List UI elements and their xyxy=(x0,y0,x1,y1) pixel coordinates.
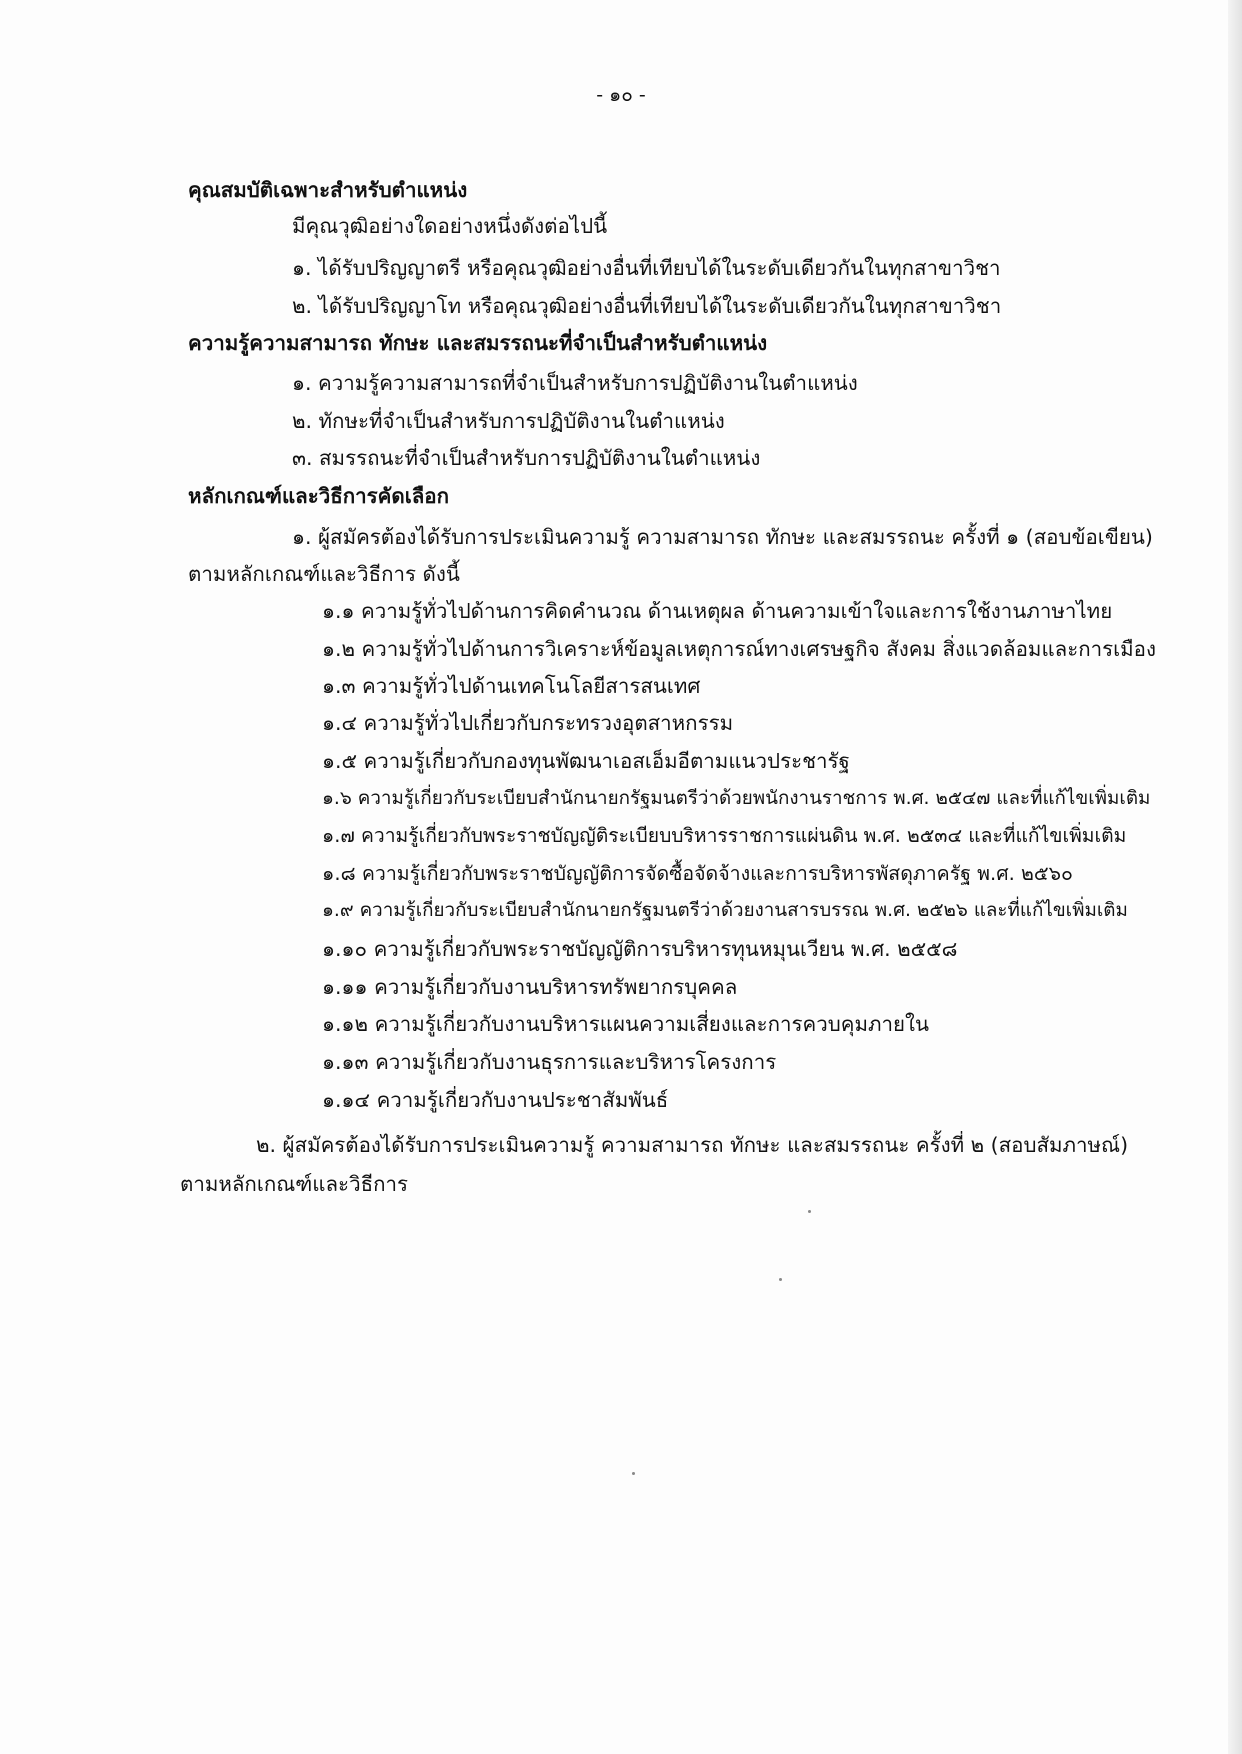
selection-subitem: ๑.๓ ความรู้ทั่วไปด้านเทคโนโลยีสารสนเทศ xyxy=(322,674,701,698)
selection-item-2-line-1: ๒. ผู้สมัครต้องได้รับการประเมินความรู้ ความสามารถ ทักษะ และสมรรถนะ ครั้งที่ ๒ (สอบสัมภาษณ์) xyxy=(256,1133,1129,1157)
page-number: - ๑๐ - xyxy=(596,84,646,106)
selection-subitem: ๑.๑ ความรู้ทั่วไปด้านการคิดคำนวณ ด้านเหตุผล ด้านความเข้าใจและการใช้งานภาษาไทย xyxy=(322,599,1113,623)
selection-subitem: ๑.๘ ความรู้เกี่ยวกับพระราชบัญญัติการจัดซื้อจัดจ้างและการบริหารพัสดุภาครัฐ พ.ศ. ๒๕๖๐ xyxy=(322,862,1073,885)
qualification-intro: มีคุณวุฒิอย่างใดอย่างหนึ่งดังต่อไปนี้ xyxy=(292,214,608,238)
qualification-heading: คุณสมบัติเฉพาะสำหรับตำแหน่ง xyxy=(188,178,468,202)
selection-subitem: ๑.๙ ความรู้เกี่ยวกับระเบียบสำนักนายกรัฐมนตรีว่าด้วยงานสารบรรณ พ.ศ. ๒๕๒๖ และที่แก้ไขเพิ่มเติม xyxy=(322,900,1128,921)
competency-item: ๓. สมรรถนะที่จำเป็นสำหรับการปฏิบัติงานในตำแหน่ง xyxy=(292,446,761,470)
selection-heading: หลักเกณฑ์และวิธีการคัดเลือก xyxy=(188,484,450,508)
scan-speck xyxy=(808,1210,811,1213)
selection-subitem: ๑.๑๔ ความรู้เกี่ยวกับงานประชาสัมพันธ์ xyxy=(322,1088,669,1112)
selection-subitem: ๑.๑๓ ความรู้เกี่ยวกับงานธุรการและบริหารโครงการ xyxy=(322,1050,777,1074)
selection-subitem: ๑.๖ ความรู้เกี่ยวกับระเบียบสำนักนายกรัฐมนตรีว่าด้วยพนักงานราชการ พ.ศ. ๒๕๔๗ และที่แก้ไขเพิ่มเติม xyxy=(322,788,1151,809)
selection-subitem: ๑.๑๐ ความรู้เกี่ยวกับพระราชบัญญัติการบริหารทุนหมุนเวียน พ.ศ. ๒๕๕๘ xyxy=(322,937,958,961)
selection-item-2-line-2: ตามหลักเกณฑ์และวิธีการ xyxy=(180,1172,409,1196)
selection-subitem: ๑.๒ ความรู้ทั่วไปด้านการวิเคราะห์ข้อมูลเหตุการณ์ทางเศรษฐกิจ สังคม สิ่งแวดล้อมและการเมือง xyxy=(322,637,1157,661)
qualification-item: ๑. ได้รับปริญญาตรี หรือคุณวุฒิอย่างอื่นที่เทียบได้ในระดับเดียวกันในทุกสาขาวิชา xyxy=(292,256,1001,280)
selection-item-1-line-1: ๑. ผู้สมัครต้องได้รับการประเมินความรู้ ความสามารถ ทักษะ และสมรรถนะ ครั้งที่ ๑ (สอบข้อเขียน) xyxy=(292,525,1153,549)
competency-heading: ความรู้ความสามารถ ทักษะ และสมรรถนะที่จำเป็นสำหรับตำแหน่ง xyxy=(188,331,768,355)
selection-subitem: ๑.๗ ความรู้เกี่ยวกับพระราชบัญญัติระเบียบบริหารราชการแผ่นดิน พ.ศ. ๒๕๓๔ และที่แก้ไขเพิ่มเติม xyxy=(322,824,1127,847)
selection-subitem: ๑.๑๑ ความรู้เกี่ยวกับงานบริหารทรัพยากรบุคคล xyxy=(322,975,738,999)
selection-subitem: ๑.๑๒ ความรู้เกี่ยวกับงานบริหารแผนความเสี่ยงและการควบคุมภายใน xyxy=(322,1012,930,1036)
scan-edge xyxy=(1228,0,1242,1754)
selection-subitem: ๑.๕ ความรู้เกี่ยวกับกองทุนพัฒนาเอสเอ็มอีตามแนวประชารัฐ xyxy=(322,749,850,773)
scan-speck xyxy=(779,1278,782,1281)
selection-subitem: ๑.๔ ความรู้ทั่วไปเกี่ยวกับกระทรวงอุตสาหกรรม xyxy=(322,711,734,735)
scan-speck xyxy=(632,1472,635,1475)
qualification-item: ๒. ได้รับปริญญาโท หรือคุณวุฒิอย่างอื่นที่เทียบได้ในระดับเดียวกันในทุกสาขาวิชา xyxy=(292,294,1002,318)
competency-item: ๑. ความรู้ความสามารถที่จำเป็นสำหรับการปฏิบัติงานในตำแหน่ง xyxy=(292,371,858,395)
selection-item-1-line-2: ตามหลักเกณฑ์และวิธีการ ดังนี้ xyxy=(188,562,460,586)
competency-item: ๒. ทักษะที่จำเป็นสำหรับการปฏิบัติงานในตำแหน่ง xyxy=(292,409,725,433)
